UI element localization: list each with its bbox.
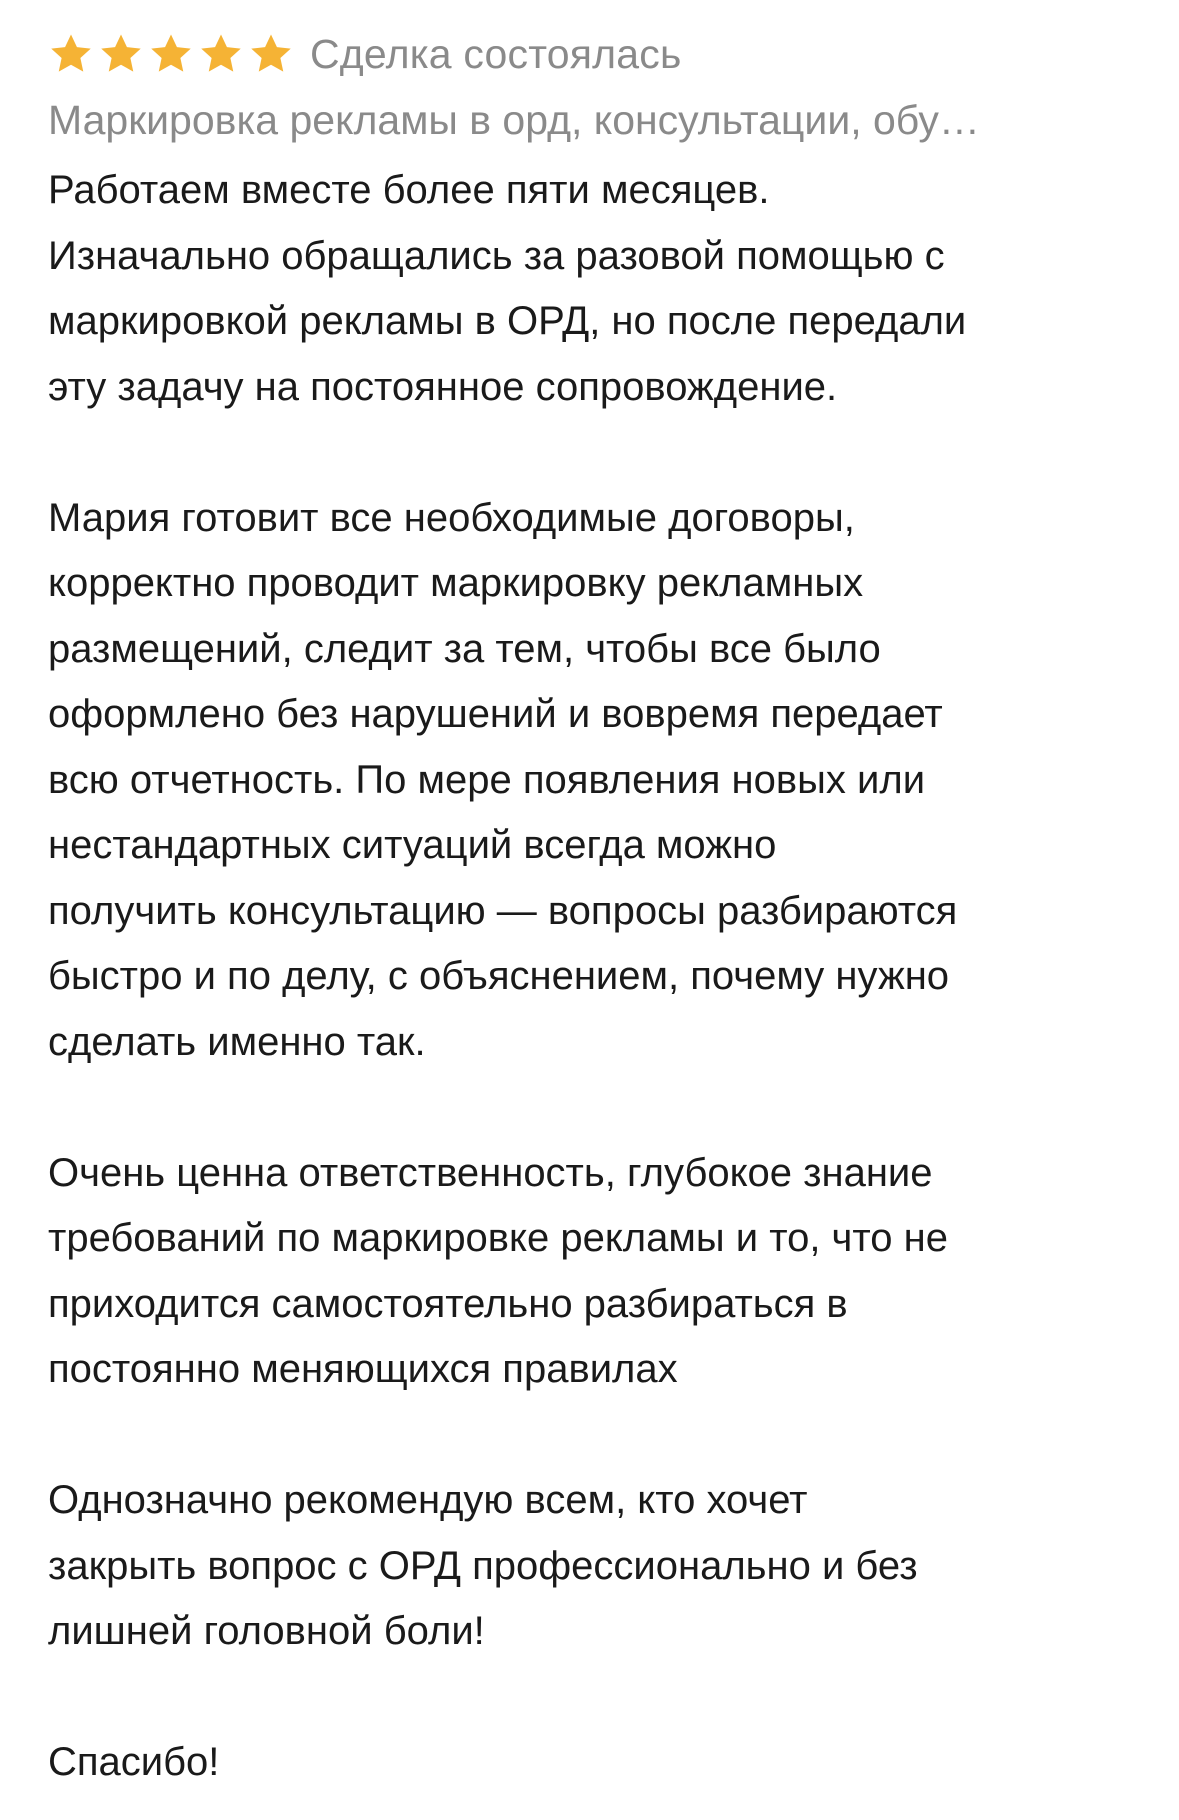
review-paragraph: Очень ценна ответственность, глубокое знание требований по маркировке рекламы и то, что не приходится самостоятельно разбираться в постоянно меняющихся правилах: [48, 1150, 948, 1391]
review-paragraph: Спасибо!: [48, 1740, 220, 1784]
star-icon: [48, 31, 94, 77]
star-rating: [48, 31, 294, 77]
deal-status: Сделка состоялась: [310, 30, 682, 77]
review-text: [48, 158, 1138, 1796]
review-paragraph: Однозначно рекомендую всем, кто хочет закрыть вопрос с ОРД профессионально и без лишней головной боли!: [48, 1478, 918, 1653]
rating-row: [48, 22, 1138, 86]
star-icon: [198, 31, 244, 77]
star-icon: [248, 31, 294, 77]
review-paragraph: Работаем вместе более пяти месяцев. Изначально обращались за разовой помощью с маркировкой рекламы в ОРД, но после передали эту задачу на постоянное сопровождение.: [48, 168, 967, 409]
review-paragraph: Мария готовит все необходимые договоры, корректно проводит маркировку рекламных размещений, следит за тем, чтобы все было оформлено без нарушений и вовремя передает всю отчетность. По мере появления новых или нестандартных ситуаций всегда можно получить консультацию — вопросы разбираются быстро и по делу, с объяснением, почему нужно сделать именно так.: [48, 495, 958, 1064]
service-title[interactable]: Маркировка рекламы в орд, консультации, обу…: [48, 97, 980, 143]
star-icon: [98, 31, 144, 77]
star-icon: [148, 31, 194, 77]
review-card: [48, 22, 1138, 1796]
